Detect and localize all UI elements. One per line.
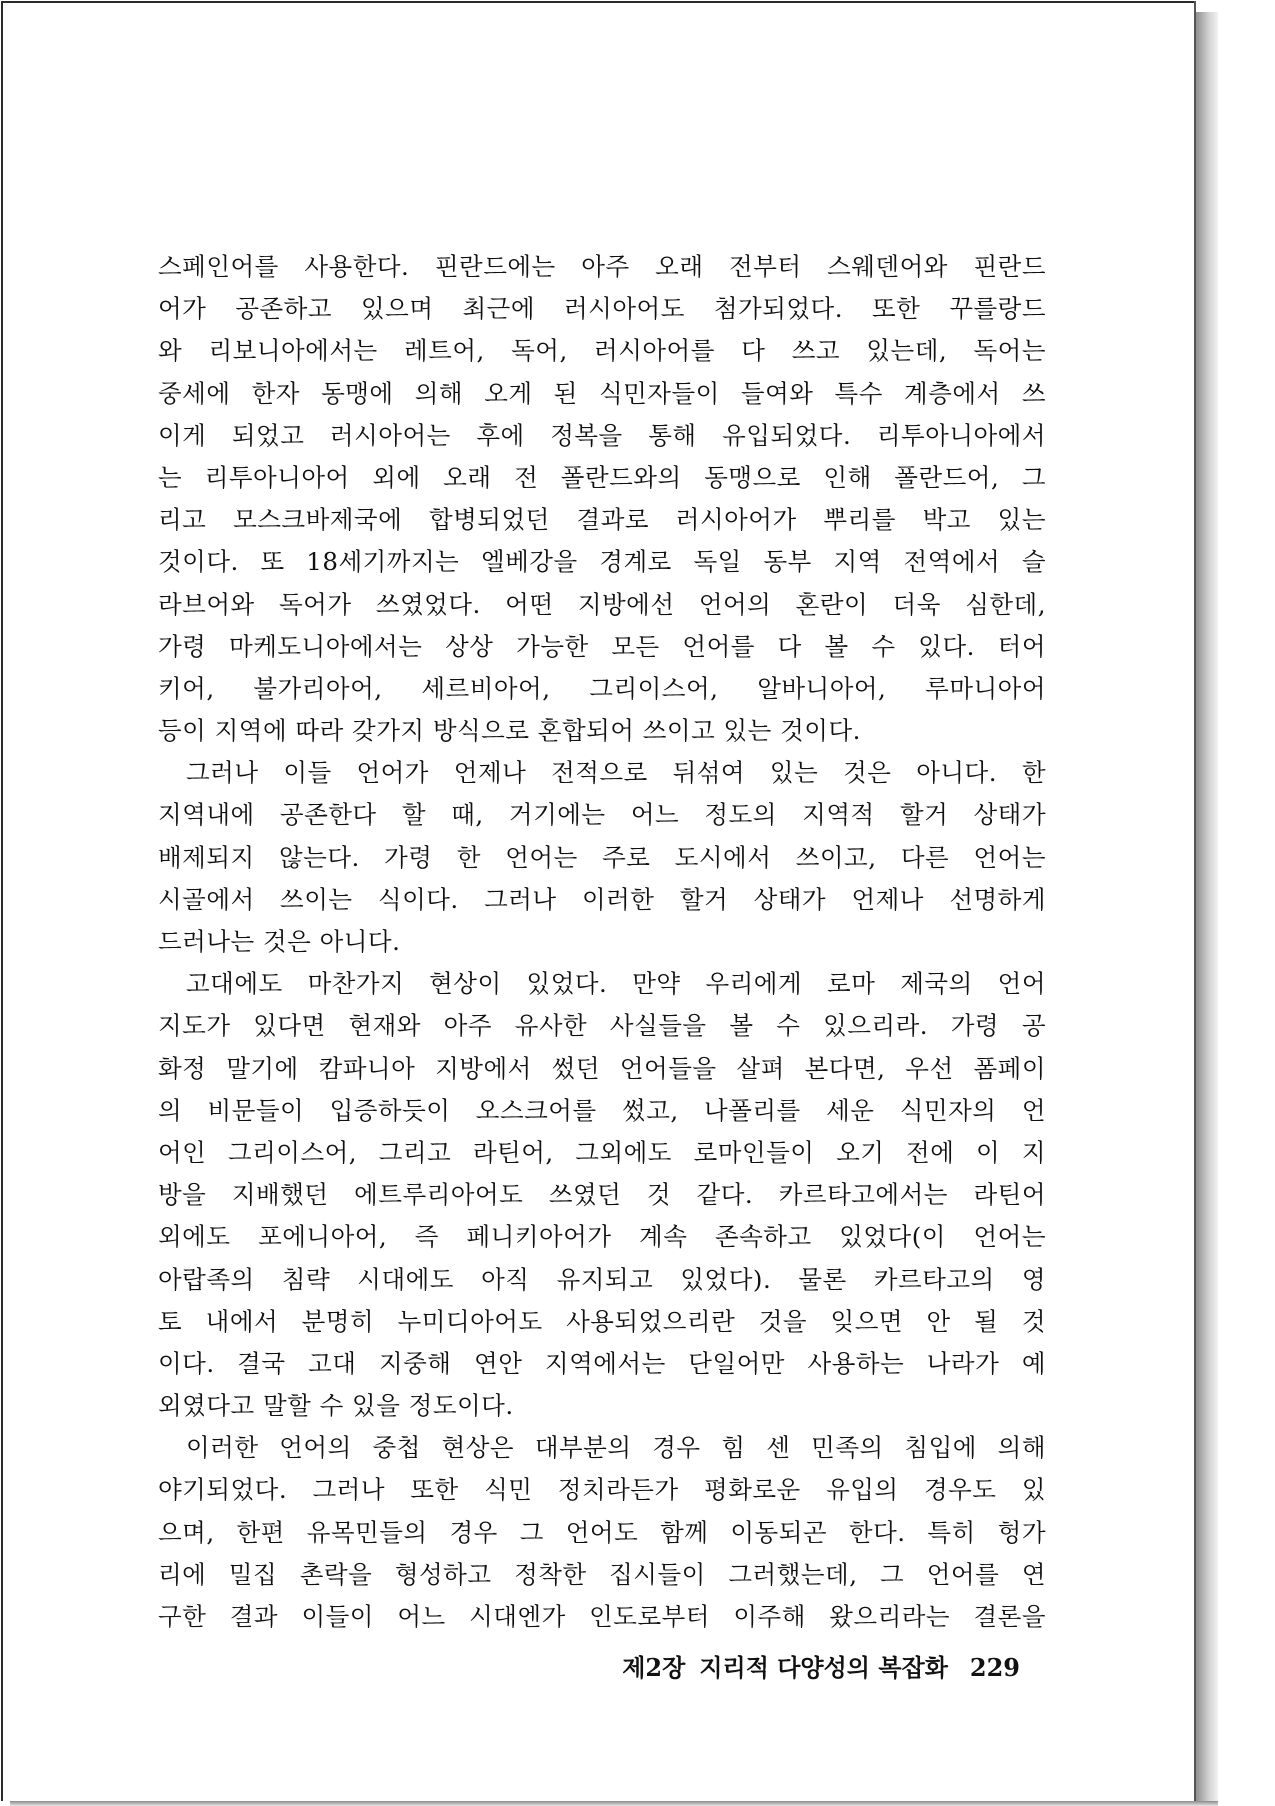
text-line: 방을 지배했던 에트루리아어도 쓰였던 것 같다. 카르타고에서는 라틴어 <box>158 1180 1046 1210</box>
text-line: 시골에서 쓰이는 식이다. 그러나 이러한 할거 상태가 언제나 선명하게 <box>158 884 1046 914</box>
text-line: 야기되었다. 그러나 또한 식민 정치라든가 평화로운 유입의 경우도 있 <box>158 1475 1046 1505</box>
text-line: 는 리투아니아어 외에 오래 전 폴란드와의 동맹으로 인해 폴란드어, 그 <box>158 462 1046 492</box>
text-line: 어인 그리이스어, 그리고 라틴어, 그외에도 로마인들이 오기 전에 이 지 <box>158 1137 1046 1167</box>
text-line: 등이 지역에 따라 갖가지 방식으로 혼합되어 쓰이고 있는 것이다. <box>158 716 861 746</box>
text-line: 지도가 있다면 현재와 아주 유사한 사실들을 볼 수 있으리라. 가령 공 <box>158 1011 1046 1041</box>
text-line: 어가 공존하고 있으며 최근에 러시아어도 첨가되었다. 또한 꾸를랑드 <box>158 294 1046 324</box>
paragraph <box>158 963 1046 1427</box>
text-line: 라브어와 독어가 쓰였었다. 어떤 지방에선 언어의 혼란이 더욱 심한데, <box>158 589 1046 619</box>
paragraph <box>158 752 1046 963</box>
text-line: 고대에도 마찬가지 현상이 있었다. 만약 우리에게 로마 제국의 언어 <box>186 969 1046 999</box>
text-line: 외에도 포에니아어, 즉 페니키아어가 계속 존속하고 있었다(이 언어는 <box>158 1222 1046 1252</box>
text-line: 가령 마케도니아에서는 상상 가능한 모든 언어를 다 볼 수 있다. 터어 <box>158 631 1046 661</box>
page-footer <box>590 1648 1020 1688</box>
text-line: 지역내에 공존한다 할 때, 거기에는 어느 정도의 지역적 할거 상태가 <box>158 800 1046 830</box>
text-line: 드러나는 것은 아니다. <box>158 927 401 956</box>
text-line: 와 리보니아에서는 레트어, 독어, 러시아어를 다 쓰고 있는데, 독어는 <box>158 336 1046 366</box>
text-line: 리고 모스크바제국에 합병되었던 결과로 러시아어가 뿌리를 박고 있는 <box>158 505 1046 535</box>
text-line: 스페인어를 사용한다. 핀란드에는 아주 오래 전부터 스웨덴어와 핀란드 <box>158 252 1046 281</box>
body-text <box>158 246 1046 1638</box>
text-line: 것이다. 또 18세기까지는 엘베강을 경계로 독일 동부 지역 전역에서 슬 <box>158 547 1046 577</box>
text-line: 구한 결과 이들이 어느 시대엔가 인도로부터 이주해 왔으리라는 결론을 <box>158 1602 1046 1631</box>
text-line: 배제되지 않는다. 가령 한 언어는 주로 도시에서 쓰이고, 다른 언어는 <box>158 842 1046 872</box>
text-line: 키어, 불가리아어, 세르비아어, 그리이스어, 알바니아어, 루마니아어 <box>158 673 1046 703</box>
page-shadow-right <box>1196 12 1218 1802</box>
chapter-title: 지리적 다양성의 복잡화 <box>699 1653 948 1682</box>
text-line: 화정 말기에 캄파니아 지방에서 썼던 언어들을 살펴 본다면, 우선 폼페이 <box>158 1053 1046 1083</box>
text-line: 이게 되었고 러시아어는 후에 정복을 통해 유입되었다. 리투아니아에서 <box>158 420 1046 450</box>
text-line: 외였다고 말할 수 있을 정도이다. <box>158 1391 514 1421</box>
chapter-label: 제2장 <box>622 1653 686 1682</box>
text-line: 이다. 결국 고대 지중해 연안 지역에서는 단일어만 사용하는 나라가 예 <box>158 1348 1046 1378</box>
page-shadow-bottom <box>10 1801 1218 1806</box>
text-line: 중세에 한자 동맹에 의해 오게 된 식민자들이 들여와 특수 계층에서 쓰 <box>158 378 1046 408</box>
text-line: 으며, 한편 유목민들의 경우 그 언어도 함께 이동되곤 한다. 특히 헝가 <box>158 1517 1046 1547</box>
text-line: 이러한 언어의 중첩 현상은 대부분의 경우 힘 센 민족의 침입에 의해 <box>186 1433 1046 1463</box>
paragraph <box>158 246 1046 752</box>
text-line: 그러나 이들 언어가 언제나 전적으로 뒤섞여 있는 것은 아니다. 한 <box>186 758 1046 788</box>
paragraph <box>158 1427 1046 1638</box>
text-line: 의 비문들이 입증하듯이 오스크어를 썼고, 나폴리를 세운 식민자의 언 <box>158 1095 1046 1125</box>
text-line: 아랍족의 침략 시대에도 아직 유지되고 있었다). 물론 카르타고의 영 <box>158 1264 1046 1294</box>
text-line: 리에 밀집 촌락을 형성하고 정착한 집시들이 그러했는데, 그 언어를 연 <box>158 1559 1046 1589</box>
page-number: 229 <box>969 1653 1020 1682</box>
text-line: 토 내에서 분명히 누미디아어도 사용되었으리란 것을 잊으면 안 될 것 <box>158 1306 1046 1336</box>
